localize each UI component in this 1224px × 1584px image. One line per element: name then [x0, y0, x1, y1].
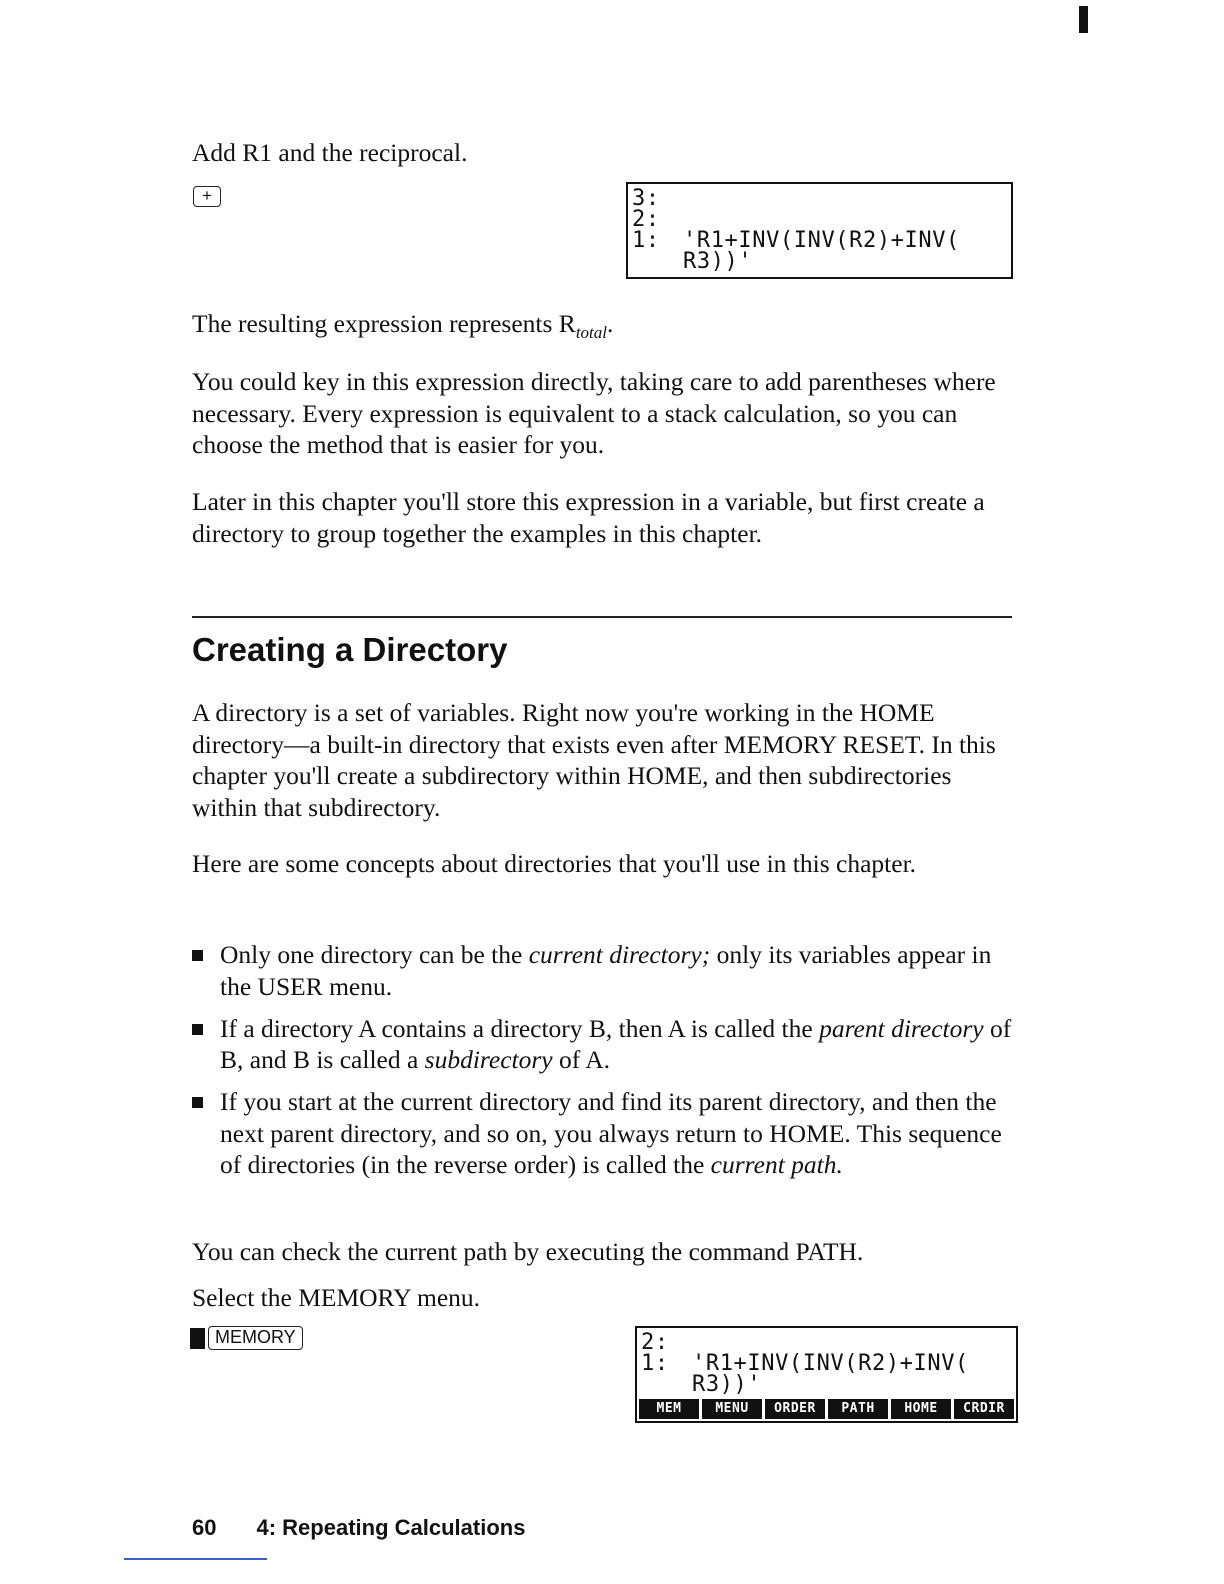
section-heading: Creating a Directory: [192, 631, 508, 668]
bullet-square-icon: [192, 1097, 203, 1108]
bullet-text: only its variables appear in the USER menu.: [220, 940, 992, 1001]
left-shift-key-icon: [190, 1328, 205, 1349]
menu-key-order: ORDER: [765, 1399, 825, 1419]
stack-level-1-line2: R3))': [692, 1372, 762, 1397]
stack-level-1-line1: 'R1+INV(INV(R2)+INV(: [683, 228, 960, 253]
menu-key-home: HOME: [891, 1399, 951, 1419]
bullet-text: of B, and B is called a: [220, 1013, 1012, 1074]
result-subscript: total: [575, 323, 607, 343]
bullet-emphasis: subdirectory: [424, 1045, 553, 1074]
intro-line: Add R1 and the reciprocal.: [192, 138, 468, 167]
section-rule: [192, 616, 1012, 618]
key-in-paragraph: You could key in this expression directly, taking care to add parentheses where necessary. Every expression is equivalent to a stack calculation, so you can choose the method that is easier for you.: [192, 367, 996, 459]
plus-key-icon: +: [193, 186, 221, 207]
menu-key-path: PATH: [828, 1399, 888, 1419]
result-period: .: [607, 309, 614, 338]
stack-level-1-label: 1:: [641, 1351, 669, 1376]
page-footer: [192, 1514, 525, 1542]
later-paragraph: Later in this chapter you'll store this expression in a variable, but first create a directory to group together the examples in this chapter.: [192, 487, 985, 548]
corner-mark: [1079, 6, 1088, 33]
menu-key-mem: MEM: [639, 1399, 699, 1419]
memory-key-icon: MEMORY: [208, 1326, 303, 1350]
menu-key-row: [639, 1399, 1014, 1419]
bullet-emphasis: current directory;: [528, 940, 711, 969]
list-item: [192, 939, 1022, 1002]
stack-level-3: 3:: [632, 186, 660, 211]
list-item: [192, 1013, 1022, 1076]
bullet-text: of A.: [552, 1045, 610, 1074]
concepts-paragraph: Here are some concepts about directories that you'll use in this chapter.: [192, 849, 917, 878]
calculator-display-2: [635, 1326, 1018, 1423]
stack-level-1-label: 1:: [632, 228, 660, 253]
bullet-text: If you start at the current directory and find its parent directory, and then the next parent directory, and so on, you always return to HOME. This sequence of directories (in the reverse order) is called the: [220, 1087, 1002, 1179]
concept-list: [192, 939, 1022, 1191]
calculator-display-1: [626, 182, 1013, 279]
select-paragraph: Select the MEMORY menu.: [192, 1283, 481, 1312]
bullet-emphasis: parent directory: [819, 1013, 984, 1043]
chapter-title: 4: Repeating Calculations: [256, 1515, 526, 1540]
bullet-emphasis: current path.: [710, 1150, 843, 1179]
menu-key-crdir: CRDIR: [954, 1399, 1014, 1419]
bullet-square-icon: [192, 950, 203, 961]
bullet-text: If a directory A contains a directory B, then A is called the: [220, 1013, 820, 1043]
stack-level-1-line2: R3))': [683, 249, 753, 274]
stack-level-2: 2:: [632, 207, 660, 232]
bottom-rule: [124, 1558, 267, 1560]
path-paragraph: You can check the current path by executing the command PATH.: [192, 1237, 864, 1266]
menu-key-menu: MENU: [702, 1399, 762, 1419]
bullet-text: Only one directory can be the: [220, 940, 529, 969]
page-number: 60: [192, 1515, 217, 1540]
directory-paragraph: A directory is a set of variables. Right now you're working in the HOME directory—a built-in directory that exists even after MEMORY RESET. In this chapter you'll create a subdirectory within HOME, and then subdirectories within that subdirectory.: [192, 698, 996, 822]
result-paragraph: [192, 308, 1022, 349]
list-item: [192, 1086, 1022, 1181]
stack-level-1-line1: 'R1+INV(INV(R2)+INV(: [692, 1351, 969, 1376]
bullet-square-icon: [192, 1024, 203, 1035]
stack-level-2: 2:: [641, 1330, 669, 1355]
result-text: The resulting expression represents R: [192, 309, 576, 338]
